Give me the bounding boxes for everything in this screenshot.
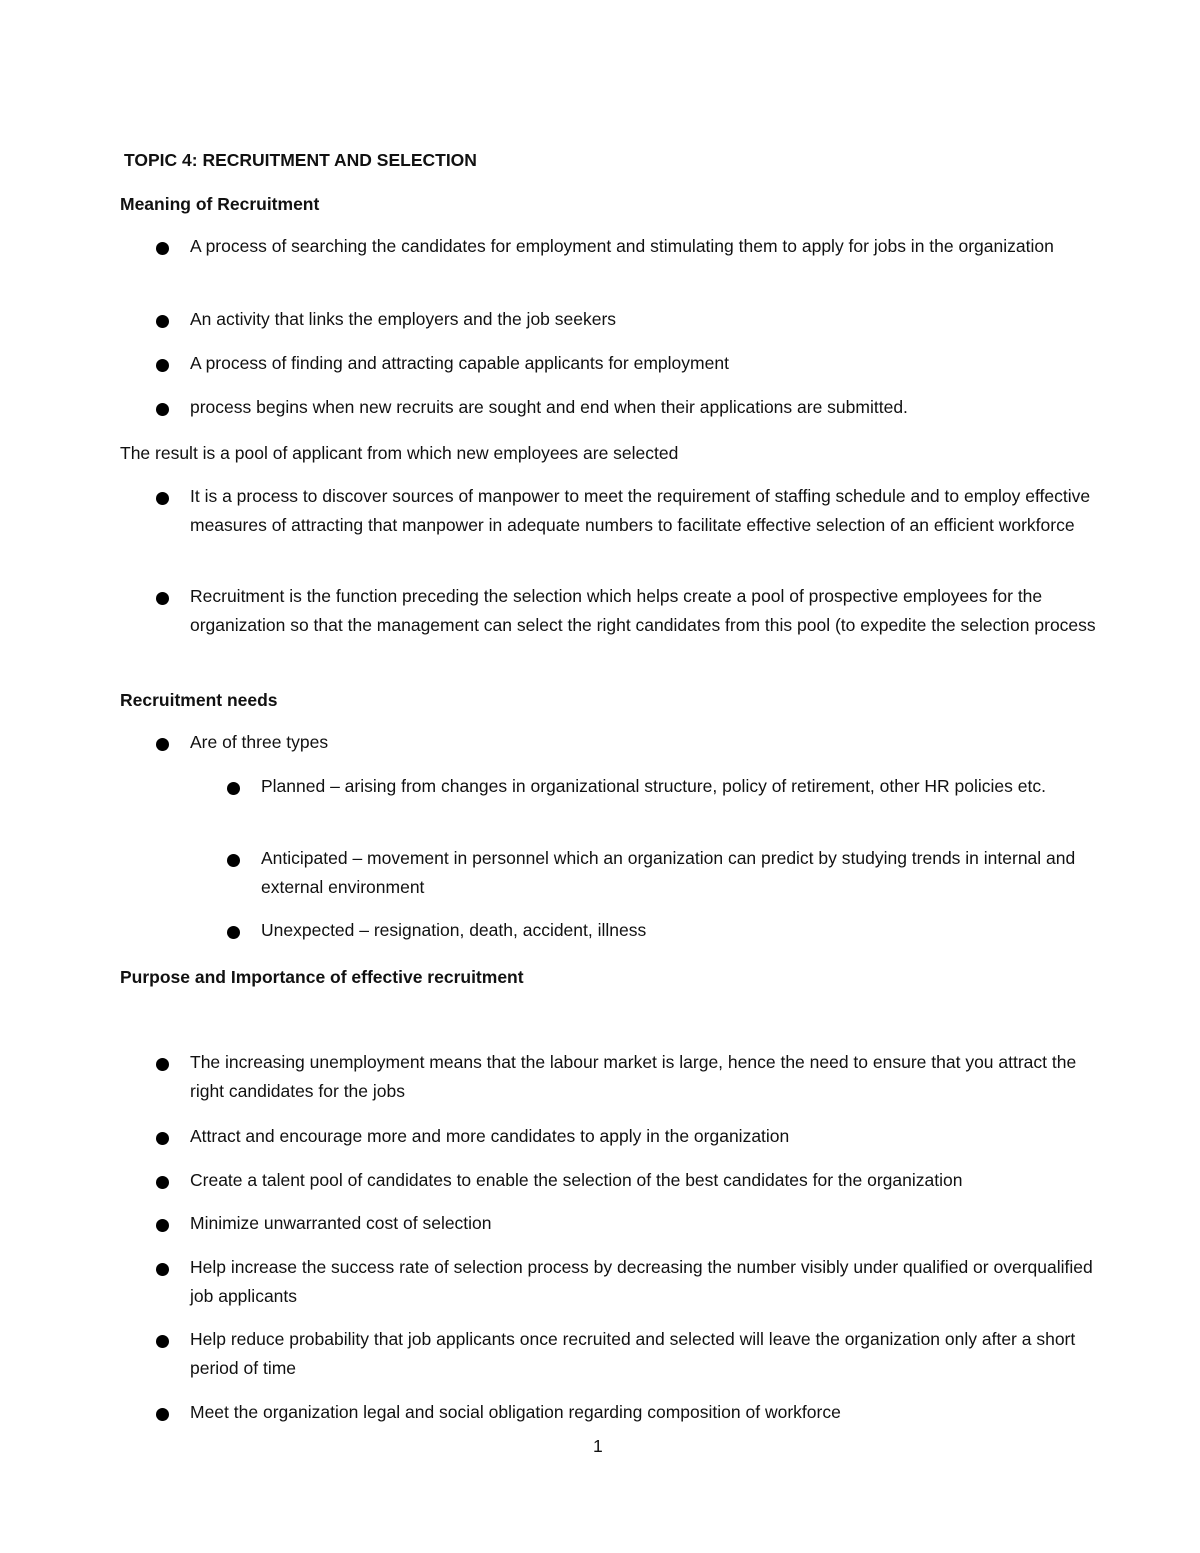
list-item-text: A process of searching the candidates for employment and stimulating them to apply for jobs in the organization [190,236,1054,256]
list-item-text: Attract and encourage more and more candidates to apply in the organization [190,1126,790,1146]
list-item-text: Planned – arising from changes in organizational structure, policy of retirement, other HR policies etc. [261,776,1046,796]
bullet-icon [227,782,240,795]
bullet-icon [156,1219,169,1232]
list-item-text: Create a talent pool of candidates to enable the selection of the best candidates for the organization [190,1170,963,1190]
list-item-text: process begins when new recruits are sought and end when their applications are submitted. [190,397,908,417]
list-item [156,1259,1096,1310]
bullet-icon [156,403,169,416]
list-item [156,399,1096,422]
list-item-text: Meet the organization legal and social obligation regarding composition of workforce [190,1402,841,1422]
bullet-icon [156,592,169,605]
list-item-text: Anticipated – movement in personnel which an organization can predict by studying trends in internal and external environment [261,848,1076,897]
bullet-icon [227,854,240,867]
list-item [156,355,1096,378]
bullet-icon [156,1408,169,1421]
page-title: TOPIC 4: RECRUITMENT AND SELECTION [124,150,477,170]
bullet-icon [156,1335,169,1348]
list-item-text: The increasing unemployment means that the labour market is large, hence the need to ensure that you attract the right candidates for the jobs [190,1052,1077,1101]
list-item [156,1404,1096,1427]
bullet-icon [156,1263,169,1276]
result-paragraph: The result is a pool of applicant from which new employees are selected [120,443,679,463]
list-item-text: A process of finding and attracting capable applicants for employment [190,353,729,373]
page-number: 1 [593,1436,603,1456]
sub-list-item [227,922,1097,945]
list-item [156,1331,1096,1382]
bullet-icon [227,926,240,939]
list-item [156,238,1096,261]
bullet-icon [156,1132,169,1145]
list-item [156,311,1096,334]
bullet-icon [156,1058,169,1071]
bullet-icon [156,242,169,255]
heading-recruitment-needs: Recruitment needs [120,690,278,710]
list-item [156,588,1096,639]
list-item [156,1128,1096,1151]
sub-list-item [227,850,1097,901]
list-item [156,734,1096,757]
bullet-icon [156,492,169,505]
heading-meaning-of-recruitment: Meaning of Recruitment [120,194,320,214]
list-item-text: An activity that links the employers and the job seekers [190,309,617,329]
list-item [156,488,1096,539]
bullet-icon [156,1176,169,1189]
list-item-text: Help reduce probability that job applicants once recruited and selected will leave the organization only after a short period of time [190,1329,1076,1378]
list-item [156,1172,1096,1195]
bullet-icon [156,738,169,751]
list-item-text: Help increase the success rate of selection process by decreasing the number visibly under qualified or overqualified job applicants [190,1257,1093,1306]
list-item [156,1054,1096,1105]
list-item-text: Unexpected – resignation, death, accident, illness [261,920,647,940]
bullet-icon [156,359,169,372]
list-item-text: It is a process to discover sources of manpower to meet the requirement of staffing schedule and to employ effective measures of attracting that manpower in adequate numbers to facilitate effective selection of an efficient workforce [190,486,1091,535]
bullet-icon [156,315,169,328]
list-item [156,1215,1096,1238]
list-item-text: Minimize unwarranted cost of selection [190,1213,492,1233]
sub-list-item [227,778,1097,801]
list-item-text: Are of three types [190,732,329,752]
heading-purpose-and-importance: Purpose and Importance of effective recruitment [120,967,524,987]
list-item-text: Recruitment is the function preceding the selection which helps create a pool of prospective employees for the organization so that the management can select the right candidates from this pool (to expedite the selection process [190,586,1096,635]
